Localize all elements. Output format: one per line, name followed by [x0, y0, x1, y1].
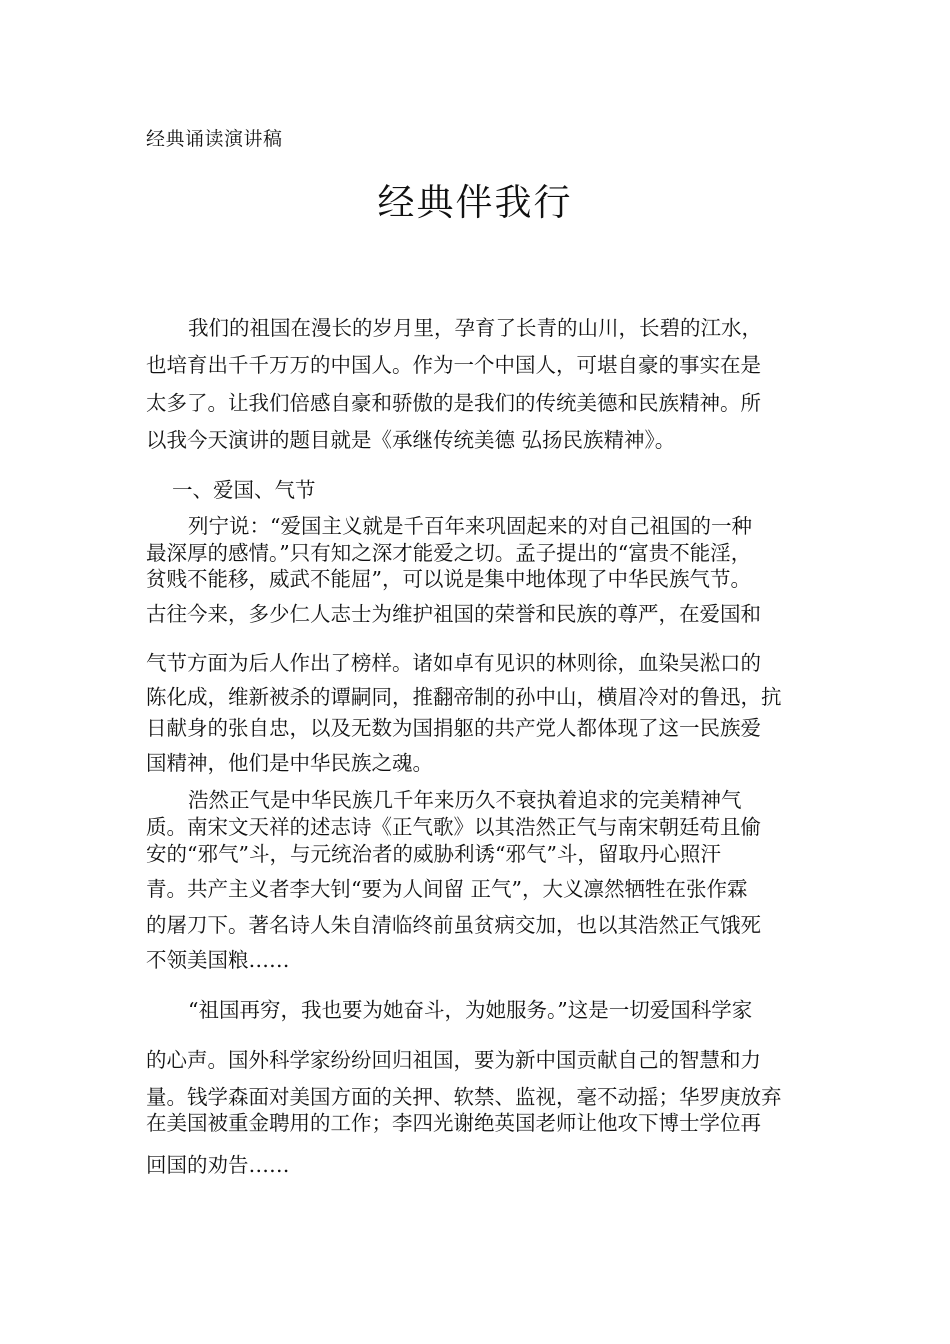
paragraph-line: 在美国被重金聘用的工作；李四光谢绝英国老师让他攻下博士学位再	[146, 1111, 761, 1135]
paragraph-line: 以我今天演讲的题目就是《承继传统美德 弘扬民族精神》。	[146, 428, 676, 452]
paragraph-line: 量。钱学森面对美国方面的关押、软禁、监视，毫不动摇；华罗庚放弃	[146, 1085, 782, 1109]
paragraph-line: 的心声。国外科学家纷纷回归祖国，要为新中国贡献自己的智慧和力	[146, 1048, 761, 1072]
paragraph-line: 回国的劝告……	[146, 1153, 290, 1177]
paragraph-line: 我们的祖国在漫长的岁月里，孕育了长青的山川，长碧的江水，	[188, 316, 762, 340]
paragraph-line: 贫贱不能移，威武不能屈”，可以说是集中地体现了中华民族气节。	[146, 567, 751, 591]
paragraph-line: 古往今来，多少仁人志士为维护祖国的荣誉和民族的尊严，在爱国和	[146, 602, 761, 626]
paragraph-line: 质。南宋文天祥的述志诗《正气歌》以其浩然正气与南宋朝廷苟且偷	[146, 815, 761, 839]
document-title: 经典伴我行	[377, 181, 573, 224]
document-label: 经典诵读演讲稿	[146, 128, 283, 150]
paragraph-line: 浩然正气是中华民族几千年来历久不衰执着追求的完美精神气	[188, 788, 742, 812]
paragraph-line: 列宁说：“爱国主义就是千百年来巩固起来的对自己祖国的一种	[188, 514, 752, 538]
paragraph-line: 也培育出千千万万的中国人。作为一个中国人，可堪自豪的事实在是	[146, 353, 761, 377]
paragraph-line: 最深厚的感情。”只有知之深才能爱之切。孟子提出的“富贵不能淫，	[146, 541, 752, 565]
section-heading: 一、爱国、气节	[172, 478, 316, 502]
paragraph-line: 日献身的张自忠，以及无数为国捐躯的共产党人都体现了这一民族爱	[146, 716, 761, 740]
paragraph-line: 气节方面为后人作出了榜样。诸如卓有见识的林则徐，血染吴淞口的	[146, 651, 761, 675]
paragraph-line: 国精神，他们是中华民族之魂。	[146, 751, 433, 775]
paragraph-line: 青。共产主义者李大钊“要为人间留 正气”，大义凛然牺牲在张作霖	[146, 877, 748, 901]
paragraph-line: “祖国再穷，我也要为她奋斗，为她服务。”这是一切爱国科学家	[188, 998, 753, 1022]
paragraph-line: 太多了。让我们倍感自豪和骄傲的是我们的传统美德和民族精神。所	[146, 391, 761, 415]
paragraph-line: 陈化成，维新被杀的谭嗣同，推翻帝制的孙中山，横眉冷对的鲁迅，抗	[146, 685, 782, 709]
paragraph-line: 不领美国粮……	[146, 948, 290, 972]
paragraph-line: 的屠刀下。著名诗人朱自清临终前虽贫病交加，也以其浩然正气饿死	[146, 913, 761, 937]
paragraph-line: 安的“邪气”斗，与元统治者的威胁利诱“邪气”斗，留取丹心照汗	[146, 842, 721, 866]
